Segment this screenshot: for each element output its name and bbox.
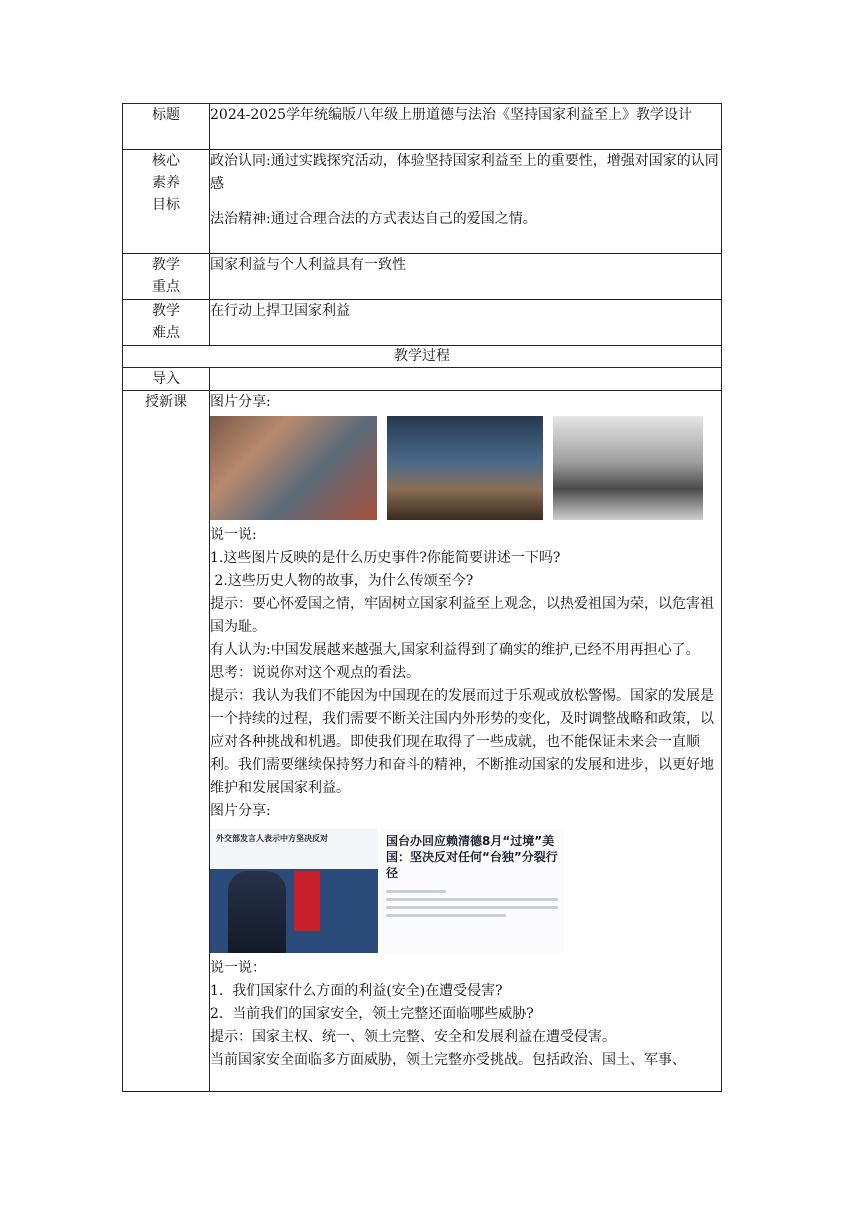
rule-of-law-text: 法治精神:通过合理合法的方式表达自己的爱国之情。 [210,211,537,227]
process-header: 教学过程 [123,346,722,368]
new-lesson-content [210,391,722,1092]
hint-3: 提示：国家主权、统一、领土完整、安全和发展利益在遭受侵害。 [210,1029,616,1045]
viewpoint-text: 有人认为:中国发展越来越强大,国家利益得到了确实的维护,已经不用再担心了。 [210,642,700,658]
title-text: 2024-2025学年统编版八年级上册道德与法治《坚持国家利益至上》教学设计 [210,104,722,150]
picture-share-heading-2: 图片分享: [210,803,271,819]
naval-battle-portrait-image [553,416,703,520]
news-headline-1: 外交部发言人表示中方坚决反对 [216,834,328,843]
key-point-text: 国家利益与个人利益具有一致性 [210,254,722,300]
diff-label-line-1: 教学 [152,303,180,319]
flag-shape [294,871,320,931]
intro-content [210,368,722,391]
spokesperson-figure [228,871,286,953]
continuation-text: 当前国家安全面临多方面威胁，领土完整亦受挑战。包括政治、国土、军事、 [210,1052,686,1068]
hint-2: 提示：我认为我们不能因为中国现在的发展而过于乐观或放松警惕。国家的发展是一个持续的过程，我们需要不断关注国内外形势的变化，及时调整战略和政策，以应对各种挑战和机遇。即使我们现在取得了一些成就，也不能保证未来会一直顺利。我们需要继续保持努力和奋斗的精神，不断推动国家的发展和进步，以更好地维护和发展国家利益。 [210,688,714,796]
intro-label: 导入 [123,368,210,391]
hint-1: 提示：要心怀爱国之情，牢固树立国家利益至上观念，以热爱祖国为荣，以危害祖国为耻。 [210,596,714,635]
history-monument-image [387,416,543,520]
say-heading: 说一说: [210,527,257,543]
picture-share-heading: 图片分享: [210,394,271,410]
difficulty-label [123,300,210,346]
title-label: 标题 [123,104,210,150]
difficulty-text: 在行动上捍卫国家利益 [210,300,722,346]
lesson-plan-table [122,103,722,1092]
diff-label-line-2: 难点 [152,325,180,341]
key-point-label [123,254,210,300]
think-prompt: 思考：说说你对这个观点的看法。 [210,665,420,681]
history-painting-image [210,416,377,520]
core-label-line-1: 核心 [152,153,180,169]
question-3: 1. 我们国家什么方面的利益(安全)在遭受侵害? [210,983,503,999]
news-headline-2: 国台办回应赖清德8月“过境”美国：坚决反对任何“台独”分裂行径 [386,834,558,880]
question-1: 1.这些图片反映的是什么历史事件?你能简要讲述一下吗? [210,550,561,566]
history-image-row [210,416,721,520]
core-label-line-2: 素养 [152,175,180,191]
say-heading-2: 说一说： [210,960,266,976]
press-conference-image [210,829,378,953]
key-label-line-2: 重点 [152,279,180,295]
news-article-image [380,829,564,953]
question-4: 2. 当前我们的国家安全，领土完整还面临哪些威胁? [210,1006,534,1022]
news-image-row [210,829,721,953]
core-literacy-content [210,150,722,254]
new-lesson-label: 授新课 [123,391,210,1092]
core-literacy-label [123,150,210,254]
core-label-line-3: 目标 [152,197,180,213]
political-identity-text: 政治认同:通过实践探究活动，体验坚持国家利益至上的重要性，增强对国家的认同感 [210,153,719,192]
key-label-line-1: 教学 [152,257,180,273]
question-2: 2.这些历史人物的故事，为什么传颂至今? [210,573,474,589]
